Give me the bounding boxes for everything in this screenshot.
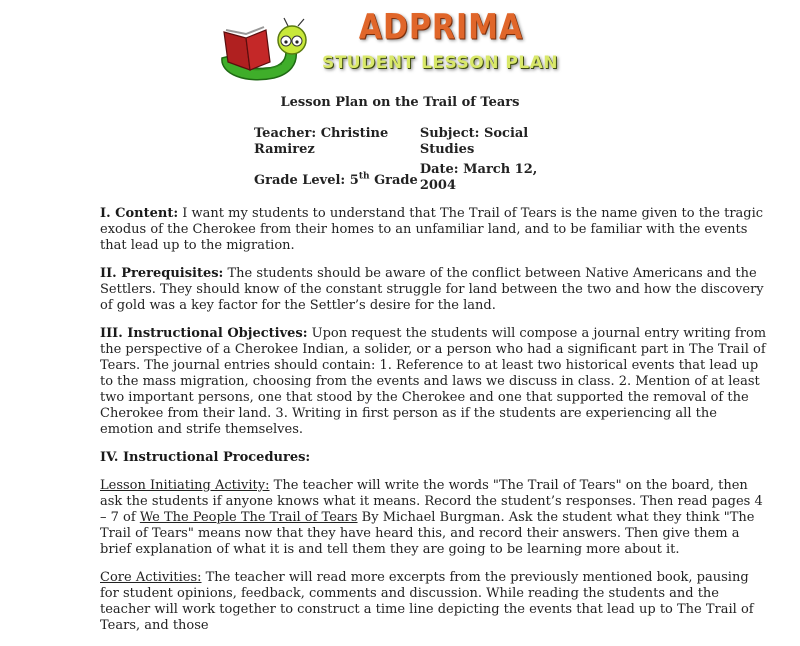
teacher-cell xyxy=(254,126,420,158)
initiating-activity-label: Lesson Initiating Activity: xyxy=(100,478,270,493)
brand-title: ADPRIMA xyxy=(358,7,524,48)
core-activities xyxy=(100,570,770,634)
grade-word: Grade xyxy=(374,173,418,188)
section-text: I want my students to understand that The Trail of Tears is the name given to the tragic exodus of the Cherokee from their homes to an unfamiliar land, and to be familiar with the events that lead up to the migration. xyxy=(100,206,764,253)
section-text: Upon request the students will compose a journal entry writing from the perspective of a Cherokee Indian, a solider, or a person who had a significant part in The Trail of Tears. The journal entries should contain: 1. Reference to at least two historical events that lead up to the mass migration, choosing from the events and laws we discuss in class. 2. Mention of at least two important persons, one that stood by the Cherokee and one that supported the removal of the Cherokee from their land. 3. Writing in first person as if the students are experiencing all the emotion and strife themselves. xyxy=(100,326,767,437)
subject-value: Social Studies xyxy=(419,126,529,157)
section-heading: I. Content: xyxy=(100,206,179,221)
grade-label: Grade Level: xyxy=(254,173,346,188)
adprima-banner xyxy=(216,7,559,88)
section-text: The students should be aware of the conflict between Native Americans and the Settlers. They should know of the constant struggle for land between the two and how the discovery of gold was a key factor for the Settler’s desire for the land. xyxy=(100,266,764,313)
grade-number: 5 xyxy=(349,173,359,188)
section-prerequisites xyxy=(100,266,770,314)
lesson-info-table xyxy=(254,126,552,194)
section-content xyxy=(100,206,770,254)
book-title: We The People The Trail of Tears xyxy=(139,510,358,525)
section-heading: III. Instructional Objectives: xyxy=(100,326,308,341)
date-value: March 12, 2004 xyxy=(419,162,538,193)
date-label: Date: xyxy=(419,162,459,177)
initiating-text-before: The teacher will write the words "The Trail of Tears" on the board, then ask the students if anyone knows what it means. Record the student’s responses. Then read pages 4 – 7 of xyxy=(100,478,763,525)
grade-cell xyxy=(254,158,420,194)
grade-suffix: th xyxy=(358,171,370,182)
subject-label: Subject: xyxy=(419,126,480,141)
section-objectives xyxy=(100,326,770,438)
section-heading: II. Prerequisites: xyxy=(100,266,224,281)
section-heading: IV. Instructional Procedures: xyxy=(100,450,311,465)
teacher-label: Teacher: xyxy=(254,126,317,141)
bookworm-reading-icon xyxy=(216,12,316,88)
page-title: Lesson Plan on the Trail of Tears xyxy=(280,95,520,110)
date-cell xyxy=(420,158,552,194)
brand-subtitle: STUDENT LESSON PLAN xyxy=(321,53,559,73)
section-procedures xyxy=(100,450,770,466)
initiating-activity xyxy=(100,478,770,558)
lesson-body xyxy=(100,206,770,646)
initiating-text-after: By Michael Burgman. Ask the student what they think "The Trail of Tears" means now that they have heard this, and record their answers. Then give them a brief explanation of what it is and tell them they are going to be learning more about it. xyxy=(100,510,755,557)
teacher-value: Christine Ramirez xyxy=(254,126,389,157)
subject-cell xyxy=(420,126,552,158)
core-activities-text: The teacher will read more excerpts from the previously mentioned book, pausing for student opinions, feedback, comments and discussion. While reading the students and the teacher will work together to construct a time line depicting the events that lead up to The Trail of Tears, and those xyxy=(100,570,754,633)
core-activities-label: Core Activities: xyxy=(100,570,202,585)
